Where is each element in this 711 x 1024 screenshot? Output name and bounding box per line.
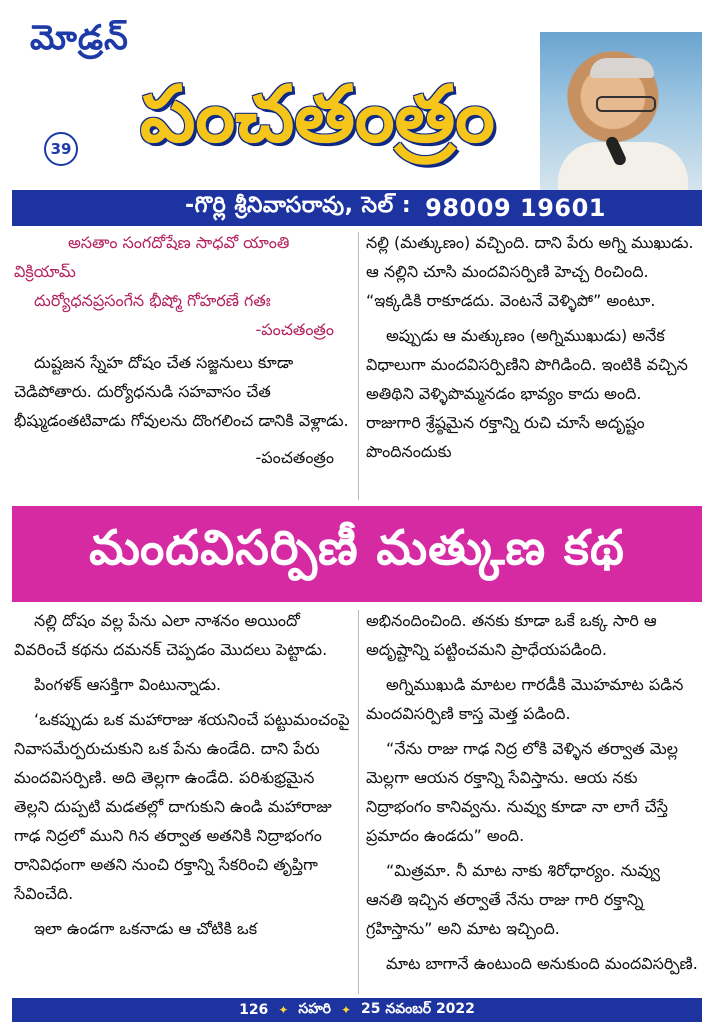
bottom-left-column <box>14 606 350 943</box>
verse-source: -పంచతంత్రం <box>255 320 334 339</box>
verse-line: విక్రియామ్ <box>14 262 76 281</box>
paragraph: మాట బాగానే ఉంటుంది అనుకుంది మందవిసర్పిణి. <box>386 954 698 973</box>
top-left-column <box>14 228 350 472</box>
verse-line: దుర్యోధనప్రసంగేన భీష్మో గోహరణే గతః <box>34 291 271 310</box>
top-right-column <box>366 228 700 466</box>
paragraph: అభినందించింది. తనకు కూడా ఒకే ఒక్క సారి ఆ అదృష్టాన్ని పట్టించమని ప్రాధేయపడింది. <box>366 611 657 659</box>
issue-number-badge: 39 <box>44 132 78 166</box>
author-photo-shirt <box>558 142 688 194</box>
masthead <box>12 10 702 224</box>
masthead-top <box>12 10 702 190</box>
column-divider <box>358 232 359 500</box>
author-name: -గొర్లి శ్రీనివాసరావు, సెల్ : <box>185 193 412 218</box>
verse-meaning: దుష్టజన స్నేహ దోషం చేత సజ్జనులు కూడా చెడిపోతారు. దుర్యోధనుడి సహవాసం చేత భీష్ముడంతటివాడు గోవులను దొంగలించ డానికి వెళ్లాడు. <box>14 353 349 430</box>
paragraph: నల్లి దోషం వల్ల పేను ఎలా నాశనం అయిందో వివరించే కథను దమనక్ చెప్పడం మొదలు పెట్టాడు. <box>14 611 328 659</box>
star-icon: ✦ <box>278 1003 289 1017</box>
paragraph: “నేను రాజు గాఢ నిద్ర లోకి వెళ్ళిన తర్వాత మెల్ల మెల్లగా ఆయన రక్తాన్ని సేవిస్తాను. ఆయ నకు నిద్రాభంగం కానివ్వను. నువ్వు కూడా నా లాగే చేస్తే ప్రమాదం ఉండదు” అంది. <box>366 739 678 845</box>
paragraph: అగ్నిముఖుడి మాటల గారడీకి మొహమాట పడిన మందవిసర్పిణి కాస్త మెత్త పడింది. <box>366 675 684 723</box>
meaning-source: -పంచతంత్రం <box>255 448 334 467</box>
author-byline <box>12 190 702 226</box>
author-photo <box>540 32 702 194</box>
column-divider <box>358 610 359 994</box>
page-footer <box>12 998 702 1022</box>
series-title-logo: పంచతంత్రం <box>140 70 495 160</box>
paragraph: ఇలా ఉండగా ఒకనాడు ఆ చోటికి ఒక <box>34 919 258 938</box>
author-photo-glasses <box>596 96 656 112</box>
page-number: 126 <box>239 1002 269 1018</box>
story-title: మందవిసర్పిణీ మత్కుణ కథ <box>89 520 625 576</box>
series-kicker: మోడ్రన్ <box>30 18 129 58</box>
author-photo-hair <box>590 58 654 78</box>
paragraph: అప్పుడు ఆ మత్కుణం (అగ్నిముఖుడు) అనేక విధాలుగా మందవిసర్పిణిని పొగిడింది. ఇంటికి వచ్చిన అతిథిని వెళ్ళిపొమ్మనడం భావ్యం కాదు అంది. రాజుగారి శ్రేష్ఠమైన రక్తాన్ని రుచి చూసే అదృష్టం పొందినందుకు <box>366 326 688 461</box>
issue-date: 25 నవంబర్ 2022 <box>361 1000 475 1017</box>
magazine-name: సహరి <box>298 1000 331 1017</box>
sanskrit-verse <box>14 228 350 344</box>
paragraph: పింగళక్ ఆసక్తిగా వింటున్నాడు. <box>34 675 222 694</box>
paragraph: ‘ఒకప్పుడు ఒక మహారాజు శయనించే పట్టుమంచంపై నివాసమేర్పరుచుకుని ఒక పేను ఉండేది. దాని పేరు మందవిసర్పిణి. అది తెల్లగా ఉండేది. పరిశుభ్రమైన తెల్లని దుప్పటి మడతల్లో దాగుకుని ఉండి మహారాజు గాఢ నిద్రలో ముని గిన తర్వాత అతనికి నిద్రాభంగం రానివిధంగా అతని నుంచి రక్తాన్ని సేకరించి తృప్తిగా సేవించేది. <box>14 710 350 903</box>
author-phone: 98009 19601 <box>425 194 606 222</box>
verse-line: అసతాం సంగదోషేణ సాధవో యాంతి <box>68 233 290 252</box>
paragraph: “మిత్రమా. నీ మాట నాకు శిరోధార్యం. నువ్వు ఆనతి ఇచ్చిన తర్వాతే నేను రాజు గారి రక్తాన్ని గ్రహిస్తాను” అని మాట ఇచ్చింది. <box>366 861 661 938</box>
story-title-band <box>12 506 702 602</box>
bottom-right-column <box>366 606 700 978</box>
paragraph: నల్లి (మత్కుణం) వచ్చింది. దాని పేరు అగ్ని ముఖుడు. ఆ నల్లిని చూసి మందవిసర్పిణి హెచ్చ రించింది. “ఇక్కడికి రాకూడదు. వెంటనే వెళ్ళిపో” అంటూ. <box>366 233 694 310</box>
star-icon: ✦ <box>340 1003 352 1017</box>
